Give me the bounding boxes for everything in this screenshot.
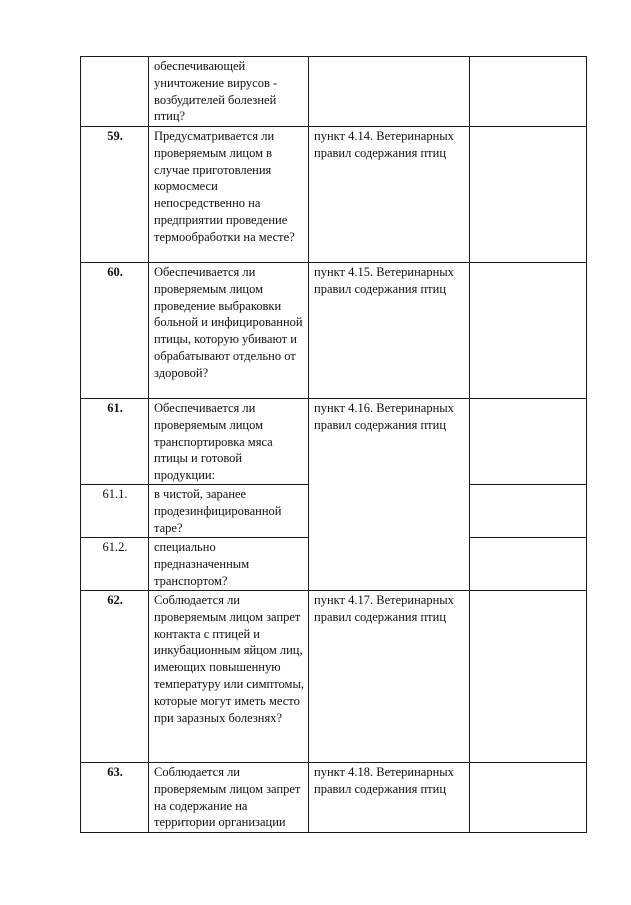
answer-cell bbox=[470, 763, 587, 833]
legal-reference: пункт 4.17. Ветеринарных правил содержания птиц bbox=[309, 591, 470, 763]
checklist-table bbox=[80, 56, 587, 833]
answer-cell bbox=[470, 263, 587, 399]
table-row bbox=[81, 263, 587, 399]
requirement-question: специально предназначенным транспортом? bbox=[149, 538, 309, 591]
requirement-question: Обеспечивается ли проверяемым лицом проведение выбраковки больной и инфицированной птицы, которую убивают и обрабатывают отдельно от здоровой? bbox=[149, 263, 309, 399]
answer-cell bbox=[470, 399, 587, 485]
legal-reference: пункт 4.18. Ветеринарных правил содержания птиц bbox=[309, 763, 470, 833]
table-row bbox=[81, 127, 587, 263]
answer-cell bbox=[470, 57, 587, 127]
answer-cell bbox=[470, 538, 587, 591]
requirement-question: Соблюдается ли проверяемым лицом запрет контакта с птицей и инкубационным яйцом лиц, имеющих повышенную температуру или симптомы, которые могут иметь место при заразных болезнях? bbox=[149, 591, 309, 763]
requirement-question: Соблюдается ли проверяемым лицом запрет на содержание на территории организации bbox=[149, 763, 309, 833]
row-number: 61.1. bbox=[81, 485, 149, 538]
legal-reference bbox=[309, 57, 470, 127]
table-row bbox=[81, 591, 587, 763]
legal-reference: пункт 4.15. Ветеринарных правил содержания птиц bbox=[309, 263, 470, 399]
row-number: 62. bbox=[81, 591, 149, 763]
table-row bbox=[81, 57, 587, 127]
answer-cell bbox=[470, 485, 587, 538]
table-row bbox=[81, 763, 587, 833]
legal-reference: пункт 4.16. Ветеринарных правил содержания птиц bbox=[309, 399, 470, 591]
answer-cell bbox=[470, 591, 587, 763]
table-row bbox=[81, 399, 587, 485]
row-number: 60. bbox=[81, 263, 149, 399]
requirement-question: обеспечивающей уничтожение вирусов - возбудителей болезней птиц? bbox=[149, 57, 309, 127]
legal-reference: пункт 4.14. Ветеринарных правил содержания птиц bbox=[309, 127, 470, 263]
requirement-question: Обеспечивается ли проверяемым лицом транспортировка мяса птицы и готовой продукции: bbox=[149, 399, 309, 485]
row-number: 61.2. bbox=[81, 538, 149, 591]
row-number: 63. bbox=[81, 763, 149, 833]
row-number: 59. bbox=[81, 127, 149, 263]
requirement-question: Предусматривается ли проверяемым лицом в случае приготовления кормосмеси непосредственно на предприятии проведение термообработки на месте? bbox=[149, 127, 309, 263]
row-number: 61. bbox=[81, 399, 149, 485]
answer-cell bbox=[470, 127, 587, 263]
requirement-question: в чистой, заранее продезинфицированной таре? bbox=[149, 485, 309, 538]
row-number bbox=[81, 57, 149, 127]
